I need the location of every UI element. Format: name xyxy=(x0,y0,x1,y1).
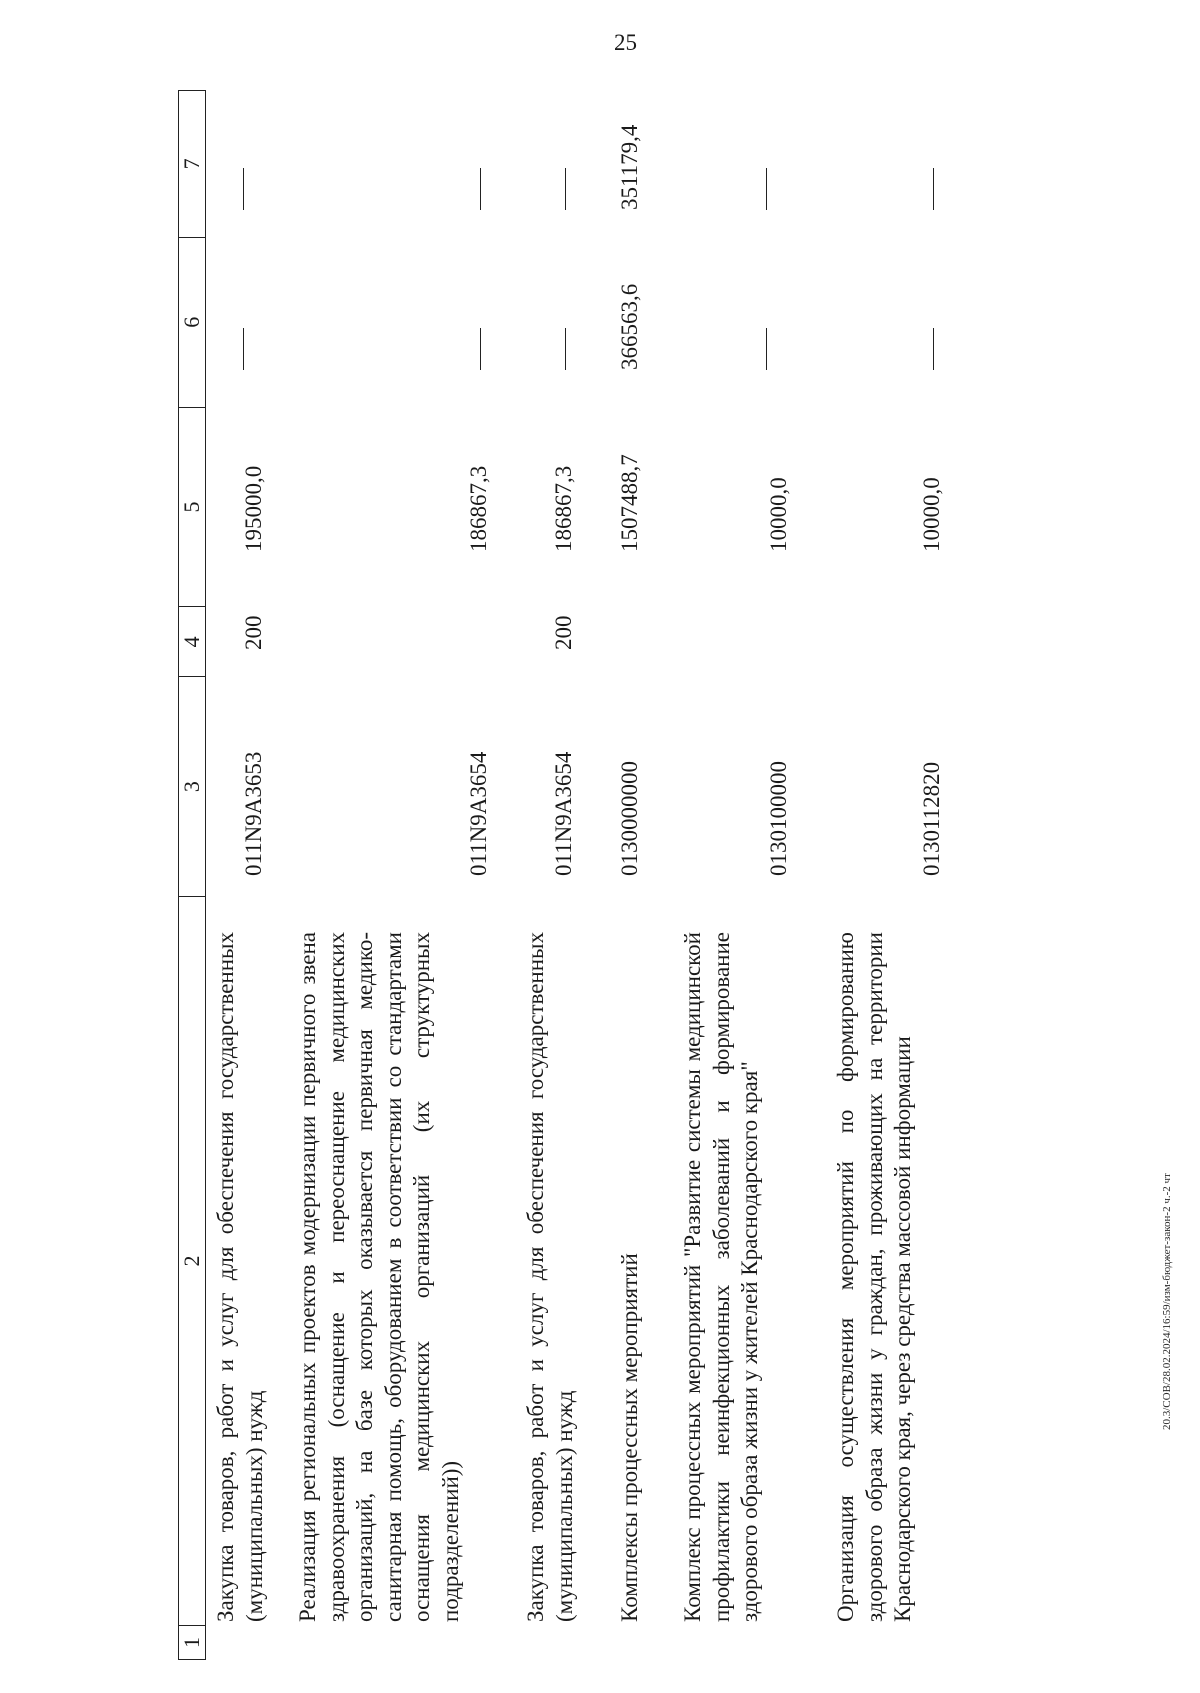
dash-mark xyxy=(565,328,566,370)
row-amount-5: 186867,3 xyxy=(466,465,491,552)
row-amount-5: 10000,0 xyxy=(919,477,944,552)
header-col-3: 3 xyxy=(179,676,205,896)
row-amount-6 xyxy=(465,220,494,370)
row-amount-7 xyxy=(918,60,947,210)
row-amount-6 xyxy=(751,220,780,370)
page-number: 25 xyxy=(614,30,637,55)
row-code: 011N9A3653 xyxy=(241,751,266,876)
dash-mark xyxy=(243,168,244,210)
header-col-2: 2 xyxy=(179,896,205,1625)
row-amount-6: 366563,6 xyxy=(617,283,642,370)
row-code: 0130100000 xyxy=(766,761,791,876)
row-code: 0130112820 xyxy=(919,761,944,876)
row-amount-5: 186867,3 xyxy=(551,465,576,552)
row-name: Организация осуществления мероприятий по формированию здорового образа жизни у граждан, проживающих на территории Краснодарского края, через средства массовой информации xyxy=(833,932,915,1622)
row-amount-7 xyxy=(550,60,579,210)
document-footer: 20.3/СОВ/28.02.2024/16:59/изм-бюджет-закон-2 ч.-2 чт xyxy=(1161,1173,1173,1430)
rotated-table xyxy=(178,90,1058,1660)
row-code: 0130000000 xyxy=(617,761,642,876)
row-amount-7 xyxy=(465,60,494,210)
dash-mark xyxy=(933,168,934,210)
row-type: 200 xyxy=(551,615,576,650)
dash-mark xyxy=(480,328,481,370)
row-name: Закупка товаров, работ и услуг для обеспечения государственных (муниципальных) нужд xyxy=(213,932,267,1622)
row-name: Реализация региональных проектов модернизации первичного звена здравоохранения (оснащение и переоснащение медицинских организаций, на базе которых оказывается первичная медико-санитарная помощь, оборудованием в соответствии со стандартами оснащения медицинских организаций (их структурных подразделений)) xyxy=(295,932,463,1622)
row-name: Закупка товаров, работ и услуг для обеспечения государственных (муниципальных) нужд xyxy=(523,932,577,1622)
dash-mark xyxy=(243,328,244,370)
row-type: 200 xyxy=(241,615,266,650)
dash-mark xyxy=(766,328,767,370)
dash-mark xyxy=(766,168,767,210)
header-col-4: 4 xyxy=(179,606,205,676)
dash-mark xyxy=(480,168,481,210)
dash-mark xyxy=(565,168,566,210)
header-col-6: 6 xyxy=(179,237,205,407)
row-code: 011N9A3654 xyxy=(466,751,491,876)
row-amount-5: 195000,0 xyxy=(241,465,266,552)
row-amount-5: 1507488,7 xyxy=(617,454,642,552)
header-col-7: 7 xyxy=(179,158,204,170)
row-amount-6 xyxy=(918,220,947,370)
header-col-5: 5 xyxy=(179,407,205,607)
row-name: Комплекс процессных мероприятий "Развитие системы медицинской профилактики неинфекционных заболеваний и формирование здорового образа жизни у жителей Краснодарского края" xyxy=(680,932,762,1622)
row-amount-7: 351179,4 xyxy=(617,124,642,210)
row-amount-7 xyxy=(751,60,780,210)
row-amount-7 xyxy=(228,60,257,210)
row-name: Комплексы процессных мероприятий xyxy=(617,1253,642,1622)
row-amount-6 xyxy=(228,220,257,370)
row-amount-6 xyxy=(550,220,579,370)
dash-mark xyxy=(933,328,934,370)
table-header xyxy=(178,90,206,1660)
header-col-1: 1 xyxy=(179,1625,205,1659)
row-code: 011N9A3654 xyxy=(551,751,576,876)
row-amount-5: 10000,0 xyxy=(766,477,791,552)
